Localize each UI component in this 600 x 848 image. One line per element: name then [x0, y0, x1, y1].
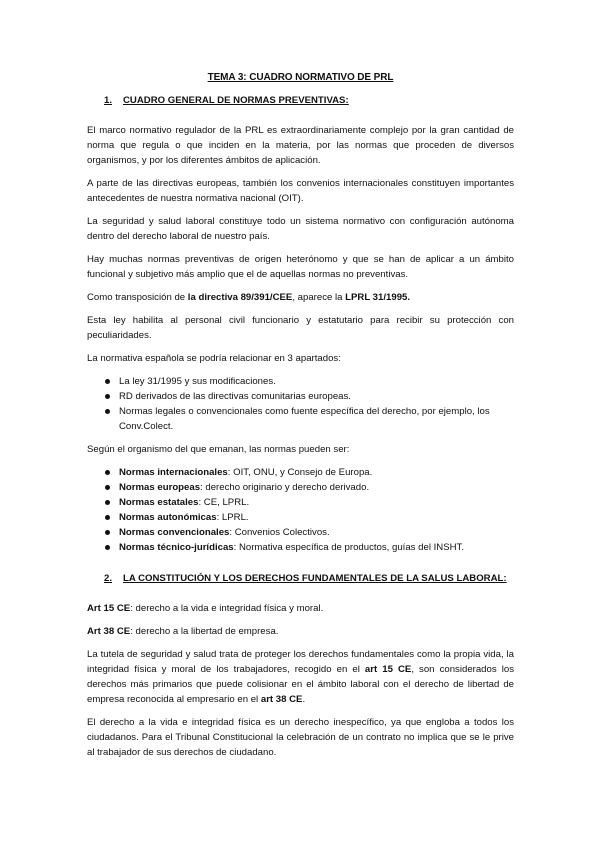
list-item: La ley 31/1995 y sus modificaciones.: [104, 374, 514, 389]
section-2-heading: [87, 571, 514, 586]
law-reference: LPRL 31/1995.: [345, 292, 411, 303]
section-1-number: 1.: [104, 95, 113, 106]
bullet-icon: [104, 480, 119, 495]
list-item: Normas autonómicas: LPRL.: [104, 510, 514, 525]
paragraph: El marco normativo regulador de la PRL es extraordinariamente complejo por la gran cantidad de norma que regula o que inciden en la materia, por las normas que proceden de diversos organismos, y por los diferentes ámbitos de aplicación.: [87, 125, 514, 166]
paragraph: El derecho a la vida e integridad física es un derecho inespecífico, ya que engloba a todos los ciudadanos. Para el Tribunal Constitucional la celebración de un contrato no implica que se le prive al trabajador de sus derechos de ciudadano.: [87, 717, 514, 758]
bullet-icon: [104, 374, 119, 389]
paragraph: A parte de las directivas europeas, también los convenios internacionales constituyen importantes antecedentes de nuestra normativa nacional (OIT).: [87, 178, 514, 204]
section-2-heading-text: LA CONSTITUCIÓN Y LOS DERECHOS FUNDAMENTALES DE LA SALUS LABORAL:: [123, 573, 507, 584]
list-item: Normas internacionales: OIT, ONU, y Consejo de Europa.: [104, 465, 514, 480]
article-15-line: Art 15 CE: derecho a la vida e integridad física y moral.: [87, 603, 324, 614]
bullet-list-norm-origins: [87, 465, 514, 555]
list-item: Normas estatales: CE, LPRL.: [104, 495, 514, 510]
section-1-heading: [87, 93, 514, 108]
paragraph: La tutela de seguridad y salud trata de proteger los derechos fundamentales como la propia vida, la integridad física y moral de los trabajadores, recogido en el art 15 CE, son considerados los derechos más primarios que puede colisionar en el ámbito laboral con el derecho de libertad de empresa reconocida al empresario en el art 38 CE.: [87, 649, 514, 705]
directive-reference: la directiva 89/391/CEE: [187, 292, 293, 303]
bullet-icon: [104, 404, 119, 434]
paragraph: La normativa española se podría relacionar en 3 apartados:: [87, 353, 341, 364]
list-item: Normas legales o convencionales como fuente específica del derecho, por ejemplo, los Conv.Colect.: [104, 404, 514, 434]
paragraph: La seguridad y salud laboral constituye todo un sistema normativo con configuración autónoma dentro del derecho laboral de nuestro país.: [87, 216, 514, 242]
list-item: Normas técnico-jurídicas: Normativa específica de productos, guías del INSHT.: [104, 540, 514, 555]
list-item: Normas convencionales: Convenios Colectivos.: [104, 525, 514, 540]
bullet-list-spanish-norms: [87, 374, 514, 434]
paragraph: Esta ley habilita al personal civil funcionario y estatutario para recibir su protección con peculiaridades.: [87, 315, 514, 341]
document-title: TEMA 3: CUADRO NORMATIVO DE PRL: [207, 72, 394, 83]
bullet-icon: [104, 465, 119, 480]
bullet-icon: [104, 495, 119, 510]
article-38-line: Art 38 CE: derecho a la libertad de empresa.: [87, 626, 279, 637]
bullet-icon: [104, 510, 119, 525]
paragraph-directive: Como transposición de la directiva 89/391/CEE, aparece la LPRL 31/1995.: [87, 292, 411, 303]
section-1-heading-text: CUADRO GENERAL DE NORMAS PREVENTIVAS:: [123, 95, 349, 106]
list-item: Normas europeas: derecho originario y derecho derivado.: [104, 480, 514, 495]
bullet-icon: [104, 540, 119, 555]
article-15-reference: Art 15 CE: [87, 603, 131, 614]
paragraph: Según el organismo del que emanan, las normas pueden ser:: [87, 444, 350, 455]
paragraph: Hay muchas normas preventivas de origen heterónomo y que se han de aplicar a un ámbito funcional y subjetivo más amplio que el de aquellas normas no preventivas.: [87, 254, 514, 280]
list-item: RD derivados de las directivas comunitarias europeas.: [104, 389, 514, 404]
section-2-number: 2.: [104, 573, 113, 584]
bullet-icon: [104, 525, 119, 540]
bullet-icon: [104, 389, 119, 404]
article-38-reference: Art 38 CE: [87, 626, 131, 637]
